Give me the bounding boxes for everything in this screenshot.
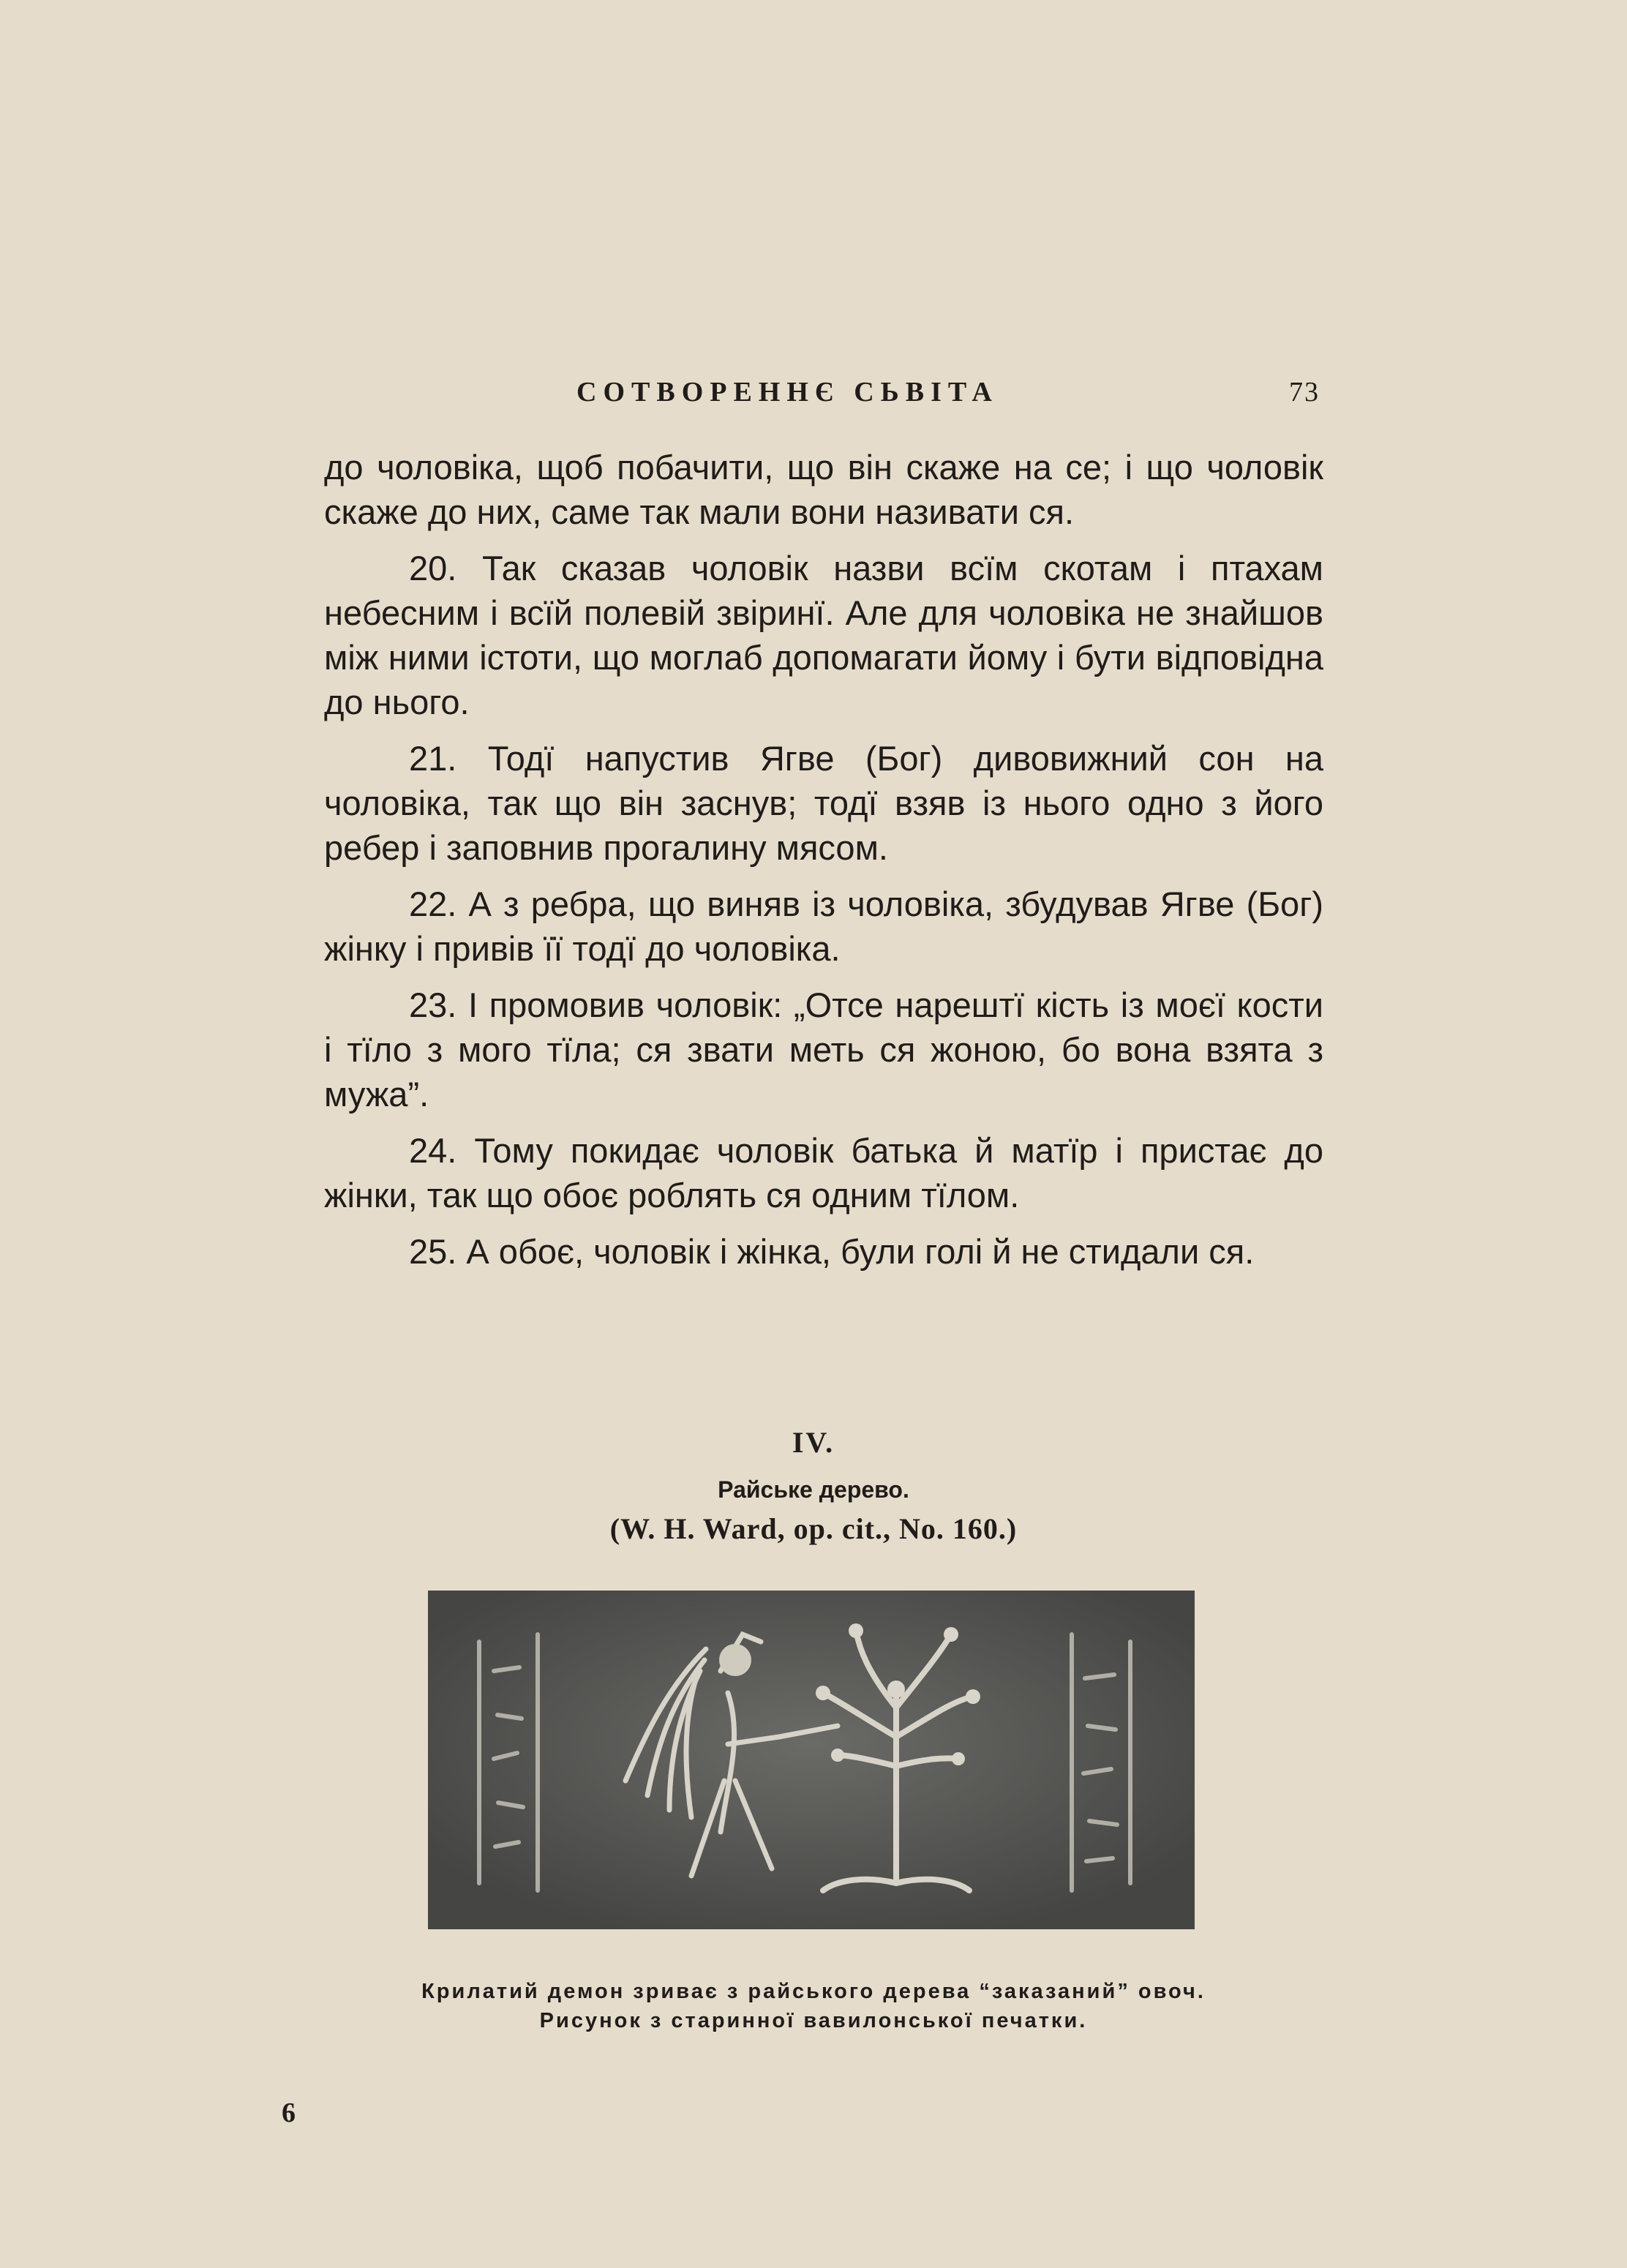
- paragraph: 21. Тодї напустив Ягве (Бог) дивовижний сон на чоловіка, так що він заснув; тодї взяв із нього одно з його ребер і заповнив прогалину мясом.: [324, 739, 1323, 867]
- paragraph: 22. А з ребра, що виняв із чоловіка, збудував Ягве (Бог) жінку і привів її тодї до чоловіка.: [324, 885, 1323, 968]
- paragraph: 24. Тому покидає чоловік батька й матїр і пристає до жінки, так що обоє роблять ся одним тїлом.: [324, 1131, 1323, 1214]
- winged-demon-sacred-tree-icon: [428, 1591, 1195, 1929]
- running-title: СОТВОРЕННЄ СЬВІТА: [576, 377, 999, 408]
- running-header: [322, 366, 1324, 417]
- figure-source: (W. H. Ward, op. cit., No. 160.): [609, 1512, 1018, 1545]
- caption-line: Рисунок з старинної вавилонської печатки.: [539, 2009, 1088, 2032]
- figure-title: Райське дерево.: [718, 1476, 909, 1503]
- seal-impression-image: [428, 1591, 1195, 1929]
- paragraph: 20. Так сказав чоловік назви всїм скотам і птахам небесним і всїй полевій звіринї. Але для чоловіка не знайшов між ними істоти, що моглаб допомагати йому і бути відповідна до нього.: [324, 549, 1323, 721]
- paragraph: 25. А обоє, чоловік і жінка, були голі й не стидали ся.: [409, 1232, 1255, 1271]
- figure-caption: [0, 1977, 1627, 2035]
- body-text: [324, 445, 1323, 1285]
- signature-mark: 6: [282, 2098, 296, 2128]
- section-number: IV.: [792, 1426, 835, 1459]
- page-number: 73: [1289, 377, 1320, 408]
- paragraph: 23. І промовив чоловік: „Отсе нарештї кість із моєї кости і тїло з мого тїла; ся звати меть ся жоною, бо вона взята з мужа”.: [324, 985, 1323, 1114]
- caption-line: Крилатий демон зриває з райського дерева “заказаний” овоч.: [421, 1980, 1206, 2003]
- paragraph: до чоловіка, щоб побачити, що він скаже на се; і що чоловік скаже до них, саме так мали вони називати ся.: [324, 448, 1323, 531]
